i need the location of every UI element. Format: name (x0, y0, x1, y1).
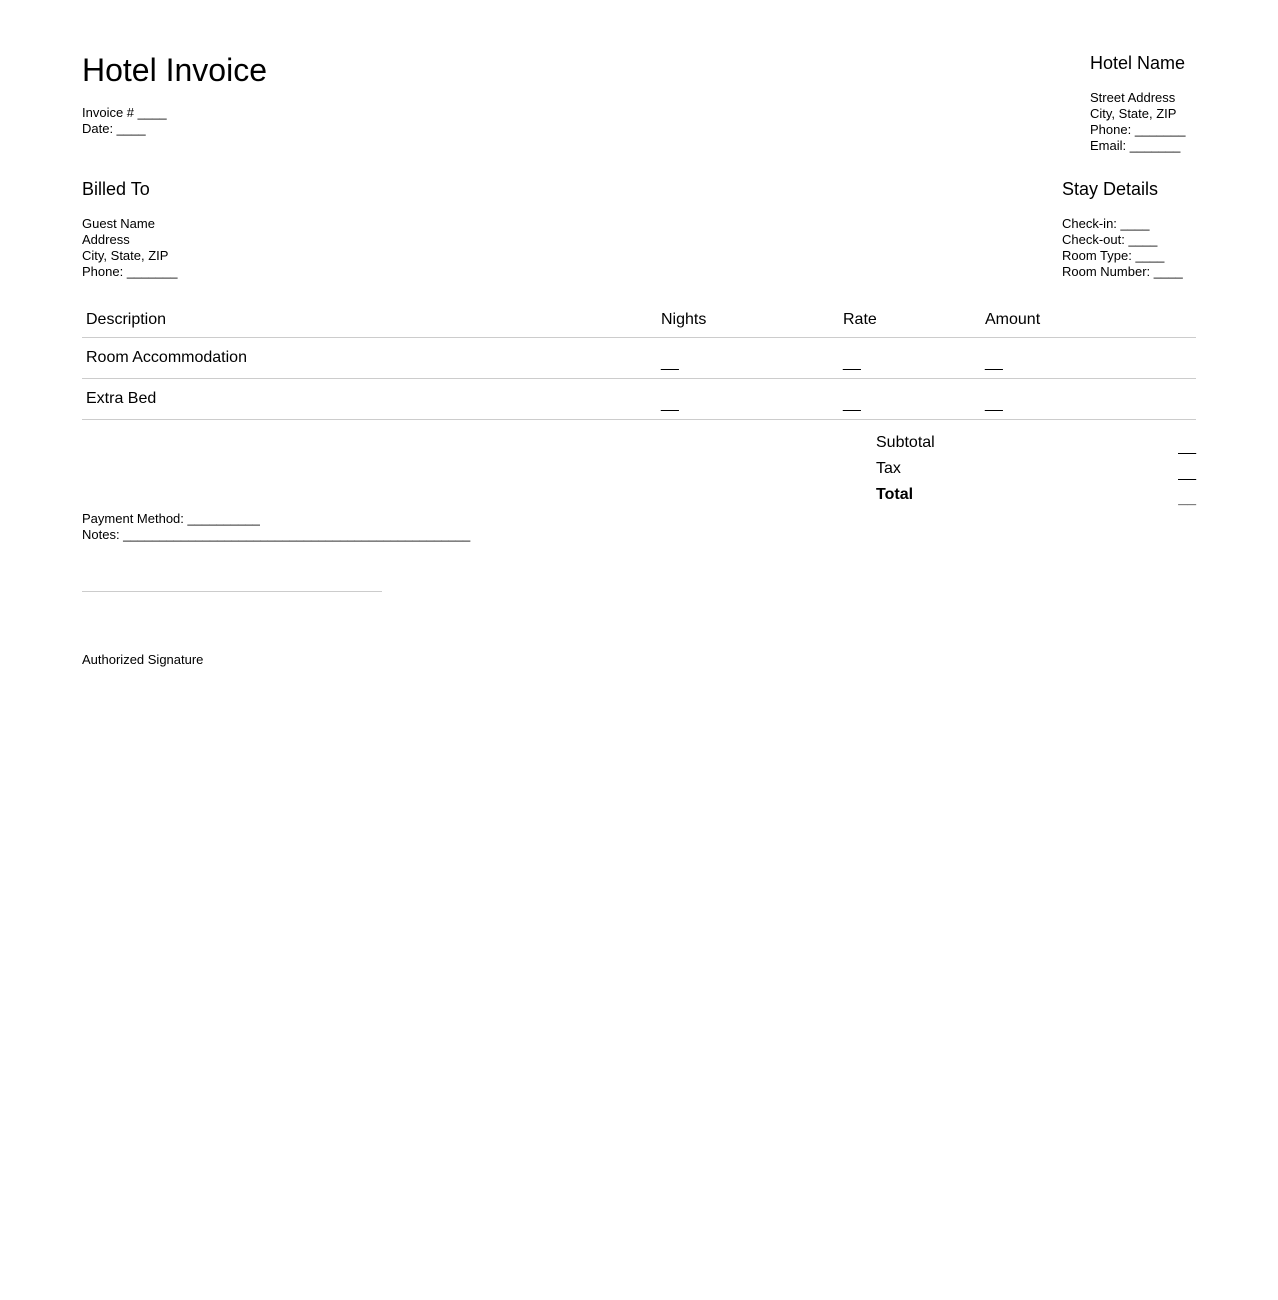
guest-name: Guest Name (82, 216, 155, 231)
cell-amount: __ (981, 338, 1196, 379)
room-type: Room Type: ____ (1062, 248, 1165, 263)
hotel-street: Street Address (1090, 90, 1176, 105)
tax-row (876, 460, 1196, 486)
tax-label: Tax (876, 460, 901, 477)
cell-description: Extra Bed (82, 379, 657, 420)
hotel-email: Email: _______ (1090, 138, 1181, 153)
guest-phone: Phone: _______ (82, 264, 178, 279)
page-title: Hotel Invoice (82, 52, 267, 88)
cell-rate: __ (839, 338, 981, 379)
table-row (82, 338, 1196, 379)
signature-label: Authorized Signature (82, 652, 204, 667)
column-header-description: Description (82, 303, 657, 338)
subtotal-value: __ (1178, 438, 1196, 455)
signature-line (82, 591, 382, 592)
hotel-info (1090, 52, 1185, 154)
check-out: Check-out: ____ (1062, 232, 1158, 247)
cell-rate: __ (839, 379, 981, 420)
totals-section (876, 434, 1196, 512)
total-value: __ (1178, 490, 1196, 507)
invoice-date: Date: ____ (82, 121, 146, 136)
guest-address: Address (82, 232, 130, 247)
hotel-city: City, State, ZIP (1090, 106, 1177, 121)
room-number: Room Number: ____ (1062, 264, 1183, 279)
invoice-meta (82, 105, 167, 137)
notes: Notes: ________________________________________________ (82, 527, 471, 542)
hotel-name: Hotel Name (1090, 53, 1186, 73)
column-header-amount: Amount (981, 303, 1196, 338)
tax-value: __ (1178, 464, 1196, 481)
total-row (876, 486, 1196, 512)
payment-section (82, 511, 470, 543)
column-header-rate: Rate (839, 303, 981, 338)
invoice-number: Invoice # ____ (82, 105, 167, 120)
line-items-table (82, 303, 1196, 420)
cell-nights: __ (657, 338, 839, 379)
stay-details-section (1062, 178, 1183, 280)
hotel-phone: Phone: _______ (1090, 122, 1186, 137)
table-row (82, 379, 1196, 420)
billed-to-section (82, 178, 177, 280)
cell-amount: __ (981, 379, 1196, 420)
column-header-nights: Nights (657, 303, 839, 338)
stay-details-heading: Stay Details (1062, 179, 1159, 199)
check-in: Check-in: ____ (1062, 216, 1150, 231)
subtotal-label: Subtotal (876, 434, 935, 451)
cell-description: Room Accommodation (82, 338, 657, 379)
billed-to-heading: Billed To (82, 179, 150, 199)
total-label: Total (876, 486, 914, 503)
subtotal-row (876, 434, 1196, 460)
guest-city: City, State, ZIP (82, 248, 169, 263)
payment-method: Payment Method: __________ (82, 511, 260, 526)
table-header-row (82, 303, 1196, 338)
cell-nights: __ (657, 379, 839, 420)
